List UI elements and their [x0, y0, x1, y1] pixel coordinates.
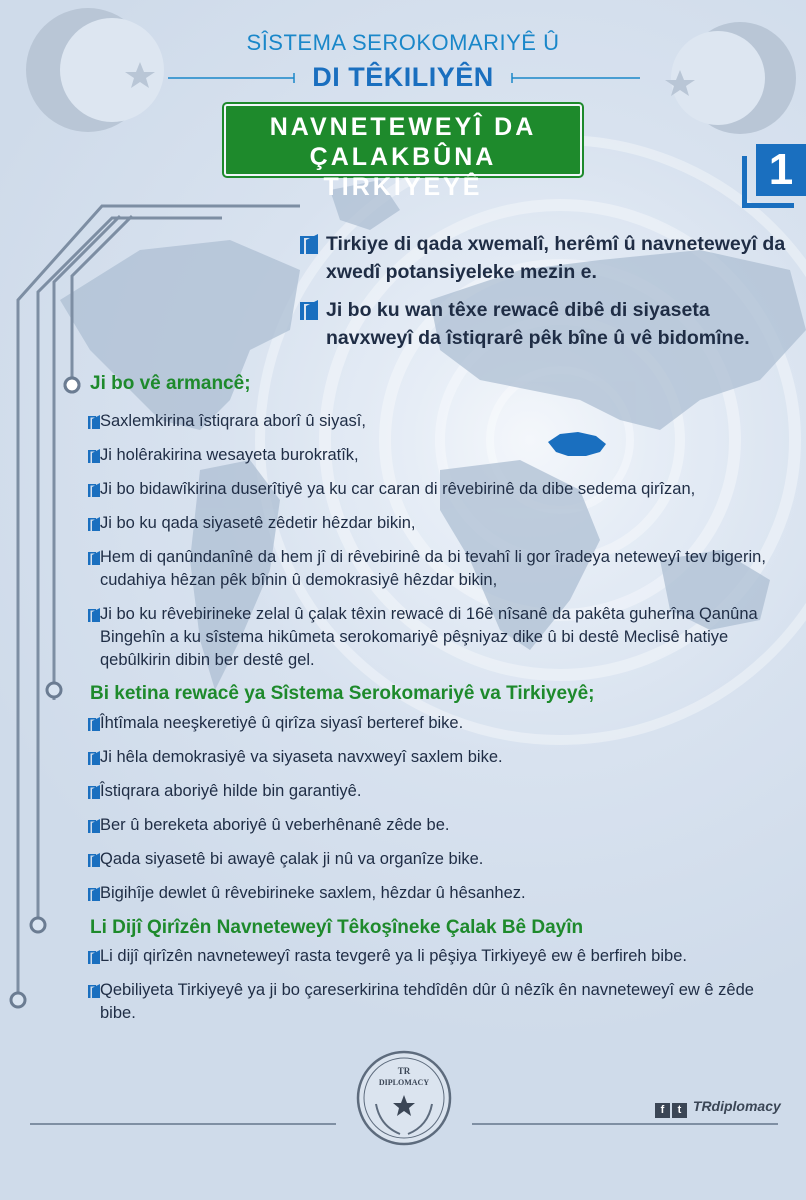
list-item: Qebiliyeta Tirkiyeyê ya ji bo çareserkirina tehdîdên dûr û nêzîk ên navneteweyî ew ê zêde bibe. [88, 979, 788, 1025]
section-list [88, 712, 788, 916]
intro-paragraph [300, 230, 800, 286]
tr-diplomacy-seal-logo [354, 1048, 454, 1148]
main-title [224, 104, 582, 201]
list-item: Ji hêla demokrasiyê va siyaseta navxweyî saxlem bike. [88, 746, 788, 769]
intro-paragraph [300, 296, 800, 352]
bullet-marker-icon [88, 483, 100, 497]
bullet-marker-icon [88, 887, 100, 901]
list-item: Ji bo bidawîkirina duserîtiyê ya ku car caran di rêvebirinê da dibe sedema qirîzan, [88, 478, 788, 501]
intro-text: Ji bo ku wan têxe rewacê dibê di siyaseta navxweyî da îstiqrarê pêk bîne û vê bidomîne. [326, 299, 750, 349]
section-heading: Bi ketina rewacê ya Sîstema Serokomariyê va Tirkiyeyê; [90, 683, 595, 704]
bullet-marker-icon [88, 785, 100, 799]
list-item: Bigihîje dewlet û rêvebirineke saxlem, hêzdar û hêsanhez. [88, 882, 788, 905]
social-handle-text: TRdiplomacy [692, 1098, 781, 1114]
list-item: Hem di qanûndanînê da hem jî di rêvebirinê da bi tevahî li gor îradeya neteweyî tev bigerin, cudahiya hêzan pêk bînin û demokrasiyê hêzdar bikin, [88, 546, 788, 592]
bullet-marker-icon [88, 449, 100, 463]
intro-text: Tirkiye di qada xwemalî, herêmî û navneteweyî da xwedî potansiyeleke mezin e. [326, 233, 786, 283]
bullet-marker-icon [88, 517, 100, 531]
facebook-icon[interactable]: f [655, 1103, 670, 1118]
bullet-marker-icon [300, 234, 318, 254]
bullet-marker-icon [88, 984, 100, 998]
list-item: Îhtîmala neeşkeretiyê û qirîza siyasî berteref bike. [88, 712, 788, 735]
list-item: Ji bo ku rêvebirineke zelal û çalak têxin rewacê di 16ê nîsanê da pakêta guherîna Qanûna Bingehîn a ku sîstema hikûmeta serokomariyê pêşniyaz dike û bi destê Meclisê hatiye qebûlkirin dibin ber destê gel. [88, 603, 788, 672]
list-item: Qada siyasetê bi awayê çalak ji nû va organîze bike. [88, 848, 788, 871]
bullet-marker-icon [88, 819, 100, 833]
bullet-marker-icon [88, 551, 100, 565]
header-top-line: SÎSTEMA SEROKOMARIYÊ Û [246, 30, 560, 55]
main-title-line-2: ÇALAKBÛNA TIRKIYEYÊ [309, 143, 497, 201]
list-item: Li dijî qirîzên navneteweyî rasta tevgerê ya li pêşiya Tirkiyeyê ew ê berfireh bibe. [88, 945, 788, 968]
bullet-marker-icon [88, 608, 100, 622]
bullet-marker-icon [88, 751, 100, 765]
footer-divider-right [472, 1123, 778, 1125]
list-item: Ji bo ku qada siyasetê zêdetir hêzdar bikin, [88, 512, 788, 535]
social-handle[interactable] [655, 1098, 781, 1118]
intro-block [300, 230, 800, 362]
bullet-marker-icon [88, 717, 100, 731]
seal-text: DIPLOMACY [378, 1078, 430, 1087]
header-sub-line: DI TÊKILIYÊN [312, 62, 494, 92]
bullet-marker-icon [88, 415, 100, 429]
section-heading: Ji bo vê armancê; [90, 373, 251, 394]
list-item: Îstiqrara aboriyê hilde bin garantiyê. [88, 780, 788, 803]
list-item: Ber û bereketa aboriyê û veberhênanê zêde be. [88, 814, 788, 837]
seal-top-text: TR [397, 1066, 411, 1076]
bullet-marker-icon [88, 950, 100, 964]
list-item: Ji holêrakirina wesayeta burokratîk, [88, 444, 788, 467]
section-heading: Li Dijî Qirîzên Navneteweyî Têkoşîneke Çalak Bê Dayîn [90, 917, 584, 938]
twitter-icon[interactable]: t [672, 1103, 687, 1118]
bullet-marker-icon [300, 300, 318, 320]
badge-number: 1 [756, 144, 806, 196]
list-item: Saxlemkirina îstiqrara aborî û siyasî, [88, 410, 788, 433]
section-list [88, 945, 788, 1036]
page-number-badge [742, 144, 806, 208]
main-title-line-1: NAVNETEWEYÎ DA [269, 113, 537, 141]
bullet-marker-icon [88, 853, 100, 867]
footer-divider-left [30, 1123, 336, 1125]
section-list [88, 410, 788, 683]
